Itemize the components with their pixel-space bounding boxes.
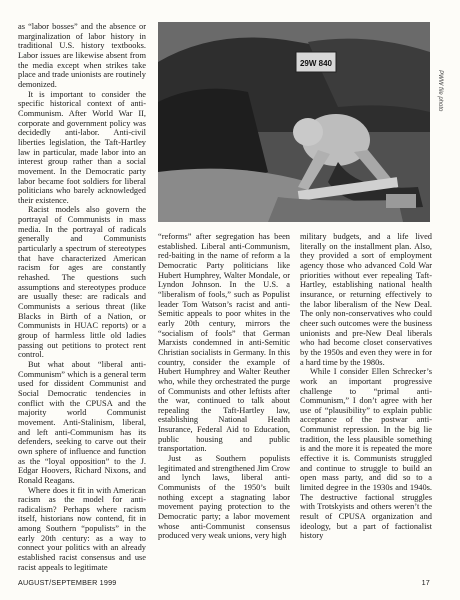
- text-column-2: [158, 232, 290, 574]
- page-number: 17: [421, 578, 430, 587]
- paragraph: “reforms” after segregation has been established. Liberal anti-Communism, red-baiting in the name of reform a la Democratic Party politicians like Hubert Humphrey, Walter Mondale, or Lyndon Johnson. In the U.S. a “liberalism of fools,” such as Populist leader Tom Watson’s racist and anti-Semitic appeals to poor whites in the early 20th century, mirrors the “socialism of fools” that German Marxists condemned in anti-Semitic Christian socialists in Germany. In this country, consider the example of Hubert Humphrey and Walter Reuther who, while they orchestrated the purge of Communists and other leftists after the war, continued to talk about repealing the Taft-Hartley law, establishing National Health Insurance, Federal Aid to Education, public housing and public transportation.: [158, 232, 290, 454]
- paragraph: Where does it fit in with American racism as the model for anti-radicalism? Perhaps where racism itself, historians now contend, fit in among Southern “populists” in the early 20th century: as a way to connect your politics with an already established racist consensus and use racist appeals to legitimate: [18, 485, 146, 572]
- article-photo: [158, 22, 430, 222]
- paragraph: military budgets, and a life lived literally on the installment plan. Also, they provided a sort of employment agency those who advanced Cold War priorities without ever repealing Taft-Hartley, establishing national health insurance, or returning effectively to the labor liberalism of the New Deal. The only non-conservatives who could cheer such outcomes were the business unionists and pre-New Deal liberals who had become closet conservatives by the 1950s and even they were in for a hard time by the 1980s.: [300, 232, 432, 367]
- text-column-1: [18, 22, 146, 574]
- photo-credit: PWW file photo: [437, 70, 443, 112]
- paragraph: Racist models also govern the portrayal of Communists in mass media. In the portrayal of radicals generally and Communists particularly a spectrum of stereotypes that have characterized American racism for ages are constantly rehashed. The questions such assumptions and stereotypes produce are usually these: are radicals and Communists a serious threat (like Blacks in Birth of a Nation, or Communists in HUAC reports) or a group of harmless little old ladies passing out petitions to protect rent control.: [18, 205, 146, 360]
- paragraph: Just as Southern populists legitimated and strengthened Jim Crow and lynch laws, liberal anti-Communists of the 1950’s built nothing except a stagnating labor movement paying protection to the Democratic party; a labor movement whose anti-Communist consensus produced very weak unions, very high: [158, 454, 290, 541]
- paragraph: as “labor bosses” and the absence or marginalization of labor history in traditional U.S. history textbooks. Labor issues are likewise absent from the media except when strikes take place and trade unionists are routinely demonized.: [18, 22, 146, 89]
- paragraph: While I consider Ellen Schrecker’s work an important progressive challenge to “primal anti-Communism,” I don’t agree with her use of “plausibility” to explain public acceptance of the postwar anti-Communist repression. In the big lie tradition, the less plausible something is and the more it is repeated the more effective it is. Communists struggled and continue to struggle to build an open mass party, and did so to a limited degree in the 1930s and 1940s. The destructive factional struggles with Trotskyists and others weren’t the result of CPUSA organization and ideology, but a part of factionalist history: [300, 367, 432, 541]
- photo-illustration: [158, 22, 430, 222]
- paragraph: It is important to consider the specific historical context of anti-Communism. After World War II, corporate and government policy was decidedly anti-labor. Anti-civil liberties legislation, the Taft-Hartley law in particular, made labor into an interest group rather than a social movement. In the Democratic party labor became foot soldiers for liberal politicians who barely acknowledged their existence.: [18, 89, 146, 205]
- license-plate-text: 29W 840: [299, 59, 333, 68]
- text-column-3: [300, 232, 432, 574]
- paragraph: But what about “liberal anti-Communism” which is a general term used for dissident Communist and Social Democratic tendencies in conflict with the CPUSA and the majority world Communist movement. Anti-Stalinism, liberal, and left anti-Communism has its defenders, seeking to carve out their own sphere of influence and function as the “loyal opposition” to the J. Edgar Hoovers, Richard Nixons, and Ronald Reagans.: [18, 359, 146, 485]
- issue-date: AUGUST/SEPTEMBER 1999: [18, 578, 117, 587]
